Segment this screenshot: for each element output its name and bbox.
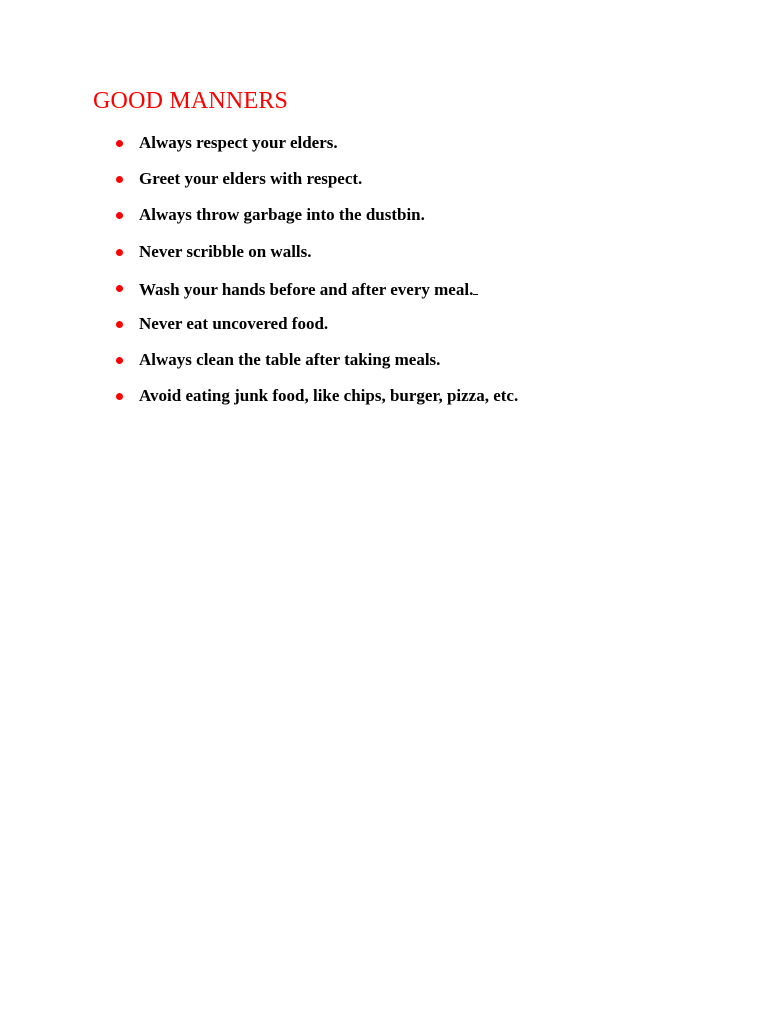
list-item-text: Never scribble on walls.	[139, 241, 312, 261]
bullet-icon	[116, 140, 123, 147]
list-item-text: Always clean the table after taking meals.	[139, 350, 441, 370]
list-item-text: Wash your hands before and after every meal.	[139, 279, 474, 299]
manners-list	[0, 128, 768, 418]
list-item-text: Never eat uncovered food.	[139, 313, 329, 333]
page-title: GOOD MANNERS	[93, 88, 289, 114]
list-item	[0, 164, 768, 200]
list-item	[0, 309, 768, 345]
bullet-icon	[116, 212, 123, 219]
list-item	[0, 381, 768, 417]
list-item	[0, 237, 768, 273]
list-item	[0, 128, 768, 164]
list-item-text: Greet your elders with respect.	[139, 169, 363, 189]
list-item	[0, 273, 768, 309]
list-item	[0, 345, 768, 381]
list-item	[0, 200, 768, 236]
bullet-icon	[116, 249, 123, 256]
bullet-icon	[116, 393, 123, 400]
bullet-icon	[116, 357, 123, 364]
list-item-text: Avoid eating junk food, like chips, burger, pizza, etc.	[139, 386, 519, 406]
bullet-icon	[116, 285, 123, 292]
list-item-text: Always respect your elders.	[139, 133, 338, 152]
underline-mark	[473, 276, 478, 295]
list-item-text-wrap	[139, 276, 478, 302]
list-item-text: Always throw garbage into the dustbin.	[139, 205, 425, 225]
bullet-icon	[116, 321, 123, 328]
bullet-icon	[116, 176, 123, 183]
